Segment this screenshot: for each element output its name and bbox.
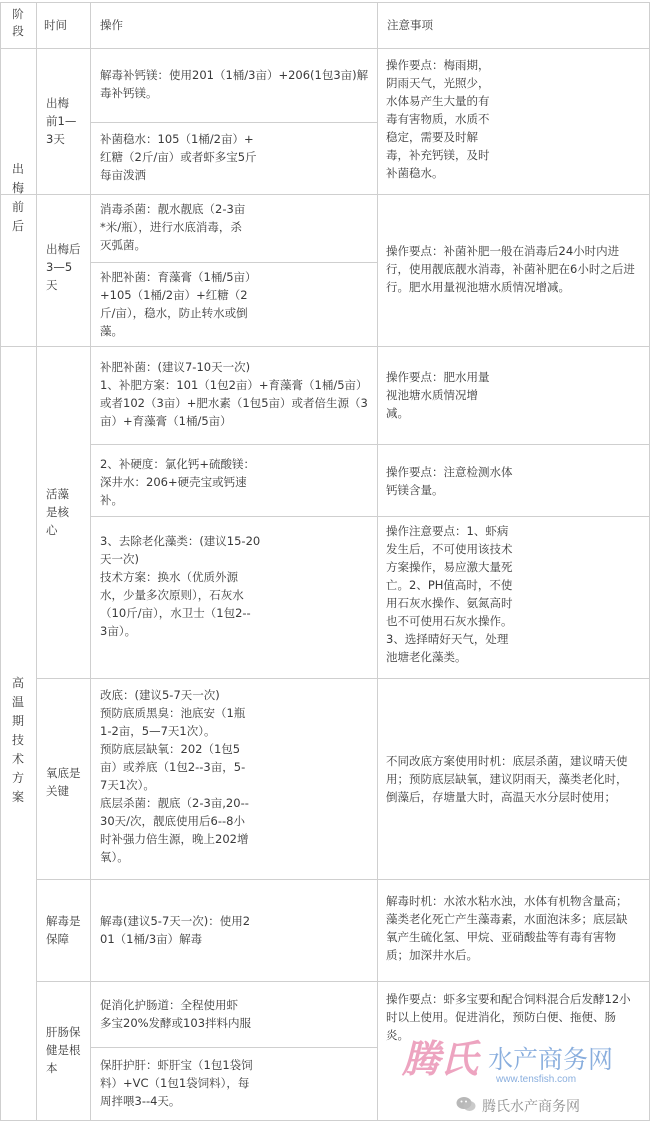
- time-live-algae: 活藻 是核 心: [46, 487, 69, 537]
- op-digestion: 促消化护肠道：全程使用虾 多宝20%发酵或103拌料内服: [100, 998, 252, 1030]
- op-fertilize-bacteria: 补肥补菌：育藻膏（1桶/5亩） +105（1桶/2亩）+红糖（2 斤/亩），稳水，防止转水或倒 藻。: [100, 270, 257, 338]
- note-bottom-timing: 不同改底方案使用时机：底层杀菌，建议晴天使 用；预防底层缺氧，建议阴雨天，藻类老化时， 倒藻后，存塘量大时，高温天水分层时使用；: [386, 754, 628, 804]
- note-after-plum: 操作要点：补菌补肥一般在消毒后24小时内进 行，使用靓底靓水消毒，补菌补肥在6小时之后进 行。肥水用量视池塘水质情况增减。: [386, 244, 635, 294]
- note-calcium-magnesium: 操作要点：注意检测水体 钙镁含量。: [386, 465, 513, 497]
- op-detox-calcium: 解毒补钙镁：使用201（1桶/3亩）+206(1包3亩)解 毒补钙镁。: [100, 68, 369, 100]
- header-operation: 操作: [100, 18, 123, 32]
- note-fertilizer-dose: 操作要点：肥水用量 视池塘水质情况增 减。: [386, 370, 490, 420]
- op-disinfect: 消毒杀菌：靓水靓底（2-3亩 *米/瓶），进行水底消毒，杀 灭弧菌。: [100, 202, 246, 252]
- time-before-plum: 出梅 前1— 3天: [46, 96, 77, 146]
- op-bottom-improvement: 改底：(建议5-7天一次) 预防底质黑臭：池底安（1瓶 1-2亩，5—7天1次）。 预防底层缺氧：202（1包5 亩）或养底（1包2--3亩，5- 7天1次）。 底层杀菌：靓底（2-3亩,20-- 30天/次，靓底使用后6--8小 时补强力倍生源，晚上202增 氧）。: [100, 688, 249, 864]
- note-fermentation: 操作要点：虾多宝要和配合饲料混合后发酵12小 时以上使用。促进消化，预防白便、拖便、肠 炎。: [386, 992, 631, 1042]
- note-before-plum: 操作要点：梅雨期， 阴雨天气，光照少， 水体易产生大量的有 毒有害物质，水质不 稳定，需要及时解 毒，补充钙镁，及时 补菌稳水。: [386, 58, 490, 180]
- header-time: 时间: [44, 18, 67, 32]
- time-detox: 解毒是 保障: [46, 914, 81, 946]
- op-hardness: 2、补硬度：氯化钙+硫酸镁： 深井水：206+硬壳宝或钙速 补。: [100, 457, 255, 507]
- op-liver-protect: 保肝护肝：虾肝宝（1包1袋饲 料）+VC（1包1袋饲料），每 周拌喂3--4天。: [100, 1058, 253, 1108]
- op-remove-aged-algae: 3、去除老化藻类：(建议15-20 天一次) 技术方案：换水（优质外源 水，少量多次原则），石灰水 （10斤/亩），水卫士（1包2-- 3亩）。: [100, 534, 261, 638]
- header-stage: 阶 段: [12, 7, 24, 38]
- time-oxygen-bottom: 氧底是 关键: [46, 766, 81, 798]
- watermark-url: www.tensfish.com: [496, 1074, 577, 1085]
- time-liver-gut: 肝肠保 健是根 本: [46, 1025, 81, 1075]
- stage-label-pre-post-plum: 出 梅 前 后: [11, 162, 24, 233]
- time-after-plum: 出梅后 3—5 天: [46, 242, 81, 292]
- note-detox-timing: 解毒时机：水浓水粘水浊，水体有机物含量高； 藻类老化死亡产生藻毒素，水面泡沫多；底层缺 氧产生硫化氢、甲烷、亚硝酸盐等有毒有害物 质；加深井水后。: [386, 894, 628, 962]
- op-bacteria-stabilize: 补菌稳水：105（1桶/2亩）+ 红糖（2斤/亩）或者虾多宝5斤 每亩泼洒: [100, 132, 257, 182]
- note-aged-algae: 操作注意要点：1、虾病 发生后，不可使用该技术 方案操作，易应激大量死 亡。2、PH值高时，不使 用石灰水操作、氨氮高时 也不可使用石灰水操作。 3、选择晴好天气，处理 池塘老化藻类。: [386, 524, 513, 664]
- watermark-account: 腾氏水产商务网: [482, 1099, 580, 1115]
- watermark-brand: 腾氏: [402, 1036, 479, 1081]
- wechat-icon: [456, 1096, 476, 1112]
- header-notes: 注意事项: [387, 18, 433, 32]
- op-fertilize-plan: 补肥补菌：(建议7-10天一次) 1、补肥方案：101（1包2亩）+育藻膏（1桶/5亩） 或者102（3亩）+肥水素（1包5亩）或者倍生源（3 亩）+育藻膏（1桶/5亩）: [100, 360, 368, 428]
- op-detox: 解毒(建议5-7天一次)：使用2 01（1桶/3亩）解毒: [100, 914, 251, 946]
- watermark-site: 水产商务网: [488, 1045, 614, 1074]
- stage-label-high-temp: 高 温 期 技 术 方 案: [11, 676, 24, 804]
